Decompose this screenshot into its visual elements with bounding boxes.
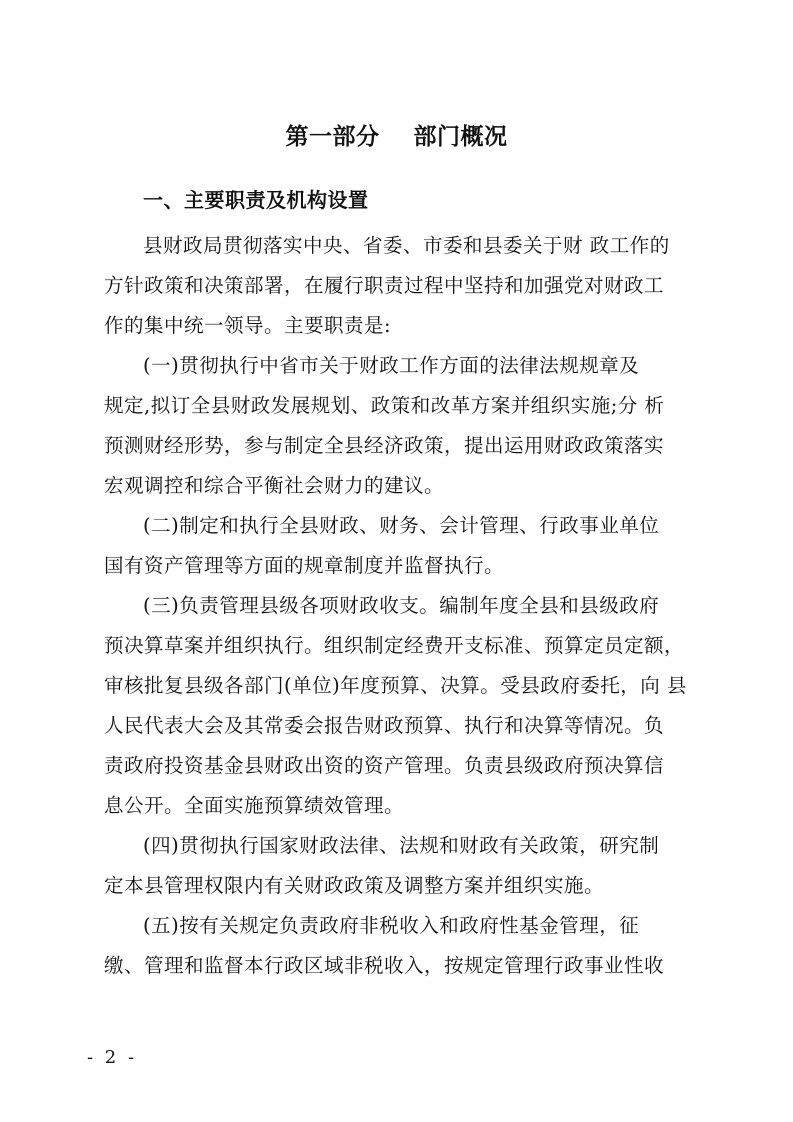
text-line: 方针政策和决策部署，在履行职责过程中坚持和加强党对财政工 [104,274,665,297]
text-line: (二)制定和执行全县财政、财务、会计管理、行政事业单位 [143,514,660,537]
text-line: 息公开。全面实施预算绩效管理。 [104,794,405,817]
text-line: (五)按有关规定负责政府非税收入和政府性基金管理，征 [143,914,640,937]
paragraph [104,906,704,986]
text-line: 预决算草案并组织执行。组织制定经费开支标准、预算定员定额， [104,634,685,657]
text-line: (三)负责管理县级各项财政收支。编制年度全县和县级政府 [143,594,660,617]
text-line: 缴、管理和监督本行政区域非税收入，按规定管理行政事业性收 [104,954,665,977]
paragraph [104,826,704,906]
text-line: 宏观调控和综合平衡社会财力的建议。 [104,474,445,497]
paragraph [104,346,704,506]
text-line: 作的集中统一领导。主要职责是: [104,314,392,337]
text-line: 县财政局贯彻落实中央、省委、市委和县委关于财 政工作的 [143,234,670,257]
text-line: (一)贯彻执行中省市关于财政工作方面的法律法规规章及 [143,354,640,377]
text-line: 定本县管理权限内有关财政政策及调整方案并组织实施。 [104,874,605,897]
paragraph [104,226,704,346]
body-text [104,226,704,986]
text-line: 国有资产管理等方面的规章制度并监督执行。 [104,554,505,577]
paragraph [104,586,704,826]
text-line: (四)贯彻执行国家财政法律、法规和财政有关政策，研究制 [143,834,660,857]
paragraph [104,506,704,586]
text-line: 责政府投资基金县财政出资的资产管理。负责县级政府预决算信 [104,754,665,777]
page-number: - 2 - [87,1047,138,1068]
text-line: 审核批复县级各部门(单位)年度预算、决算。受县政府委托，向 县 [104,674,687,697]
text-line: 人民代表大会及其常委会报告财政预算、执行和决算等情况。负 [104,714,665,737]
section-heading: 一、主要职责及机构设置 [143,188,369,212]
page-title: 第一部分 部门概况 [285,123,508,150]
text-line: 预测财经形势，参与制定全县经济政策，提出运用财政政策落实 [104,434,665,457]
text-line: 规定,拟订全县财政发展规划、政策和改革方案并组织实施;分 析 [104,394,665,417]
